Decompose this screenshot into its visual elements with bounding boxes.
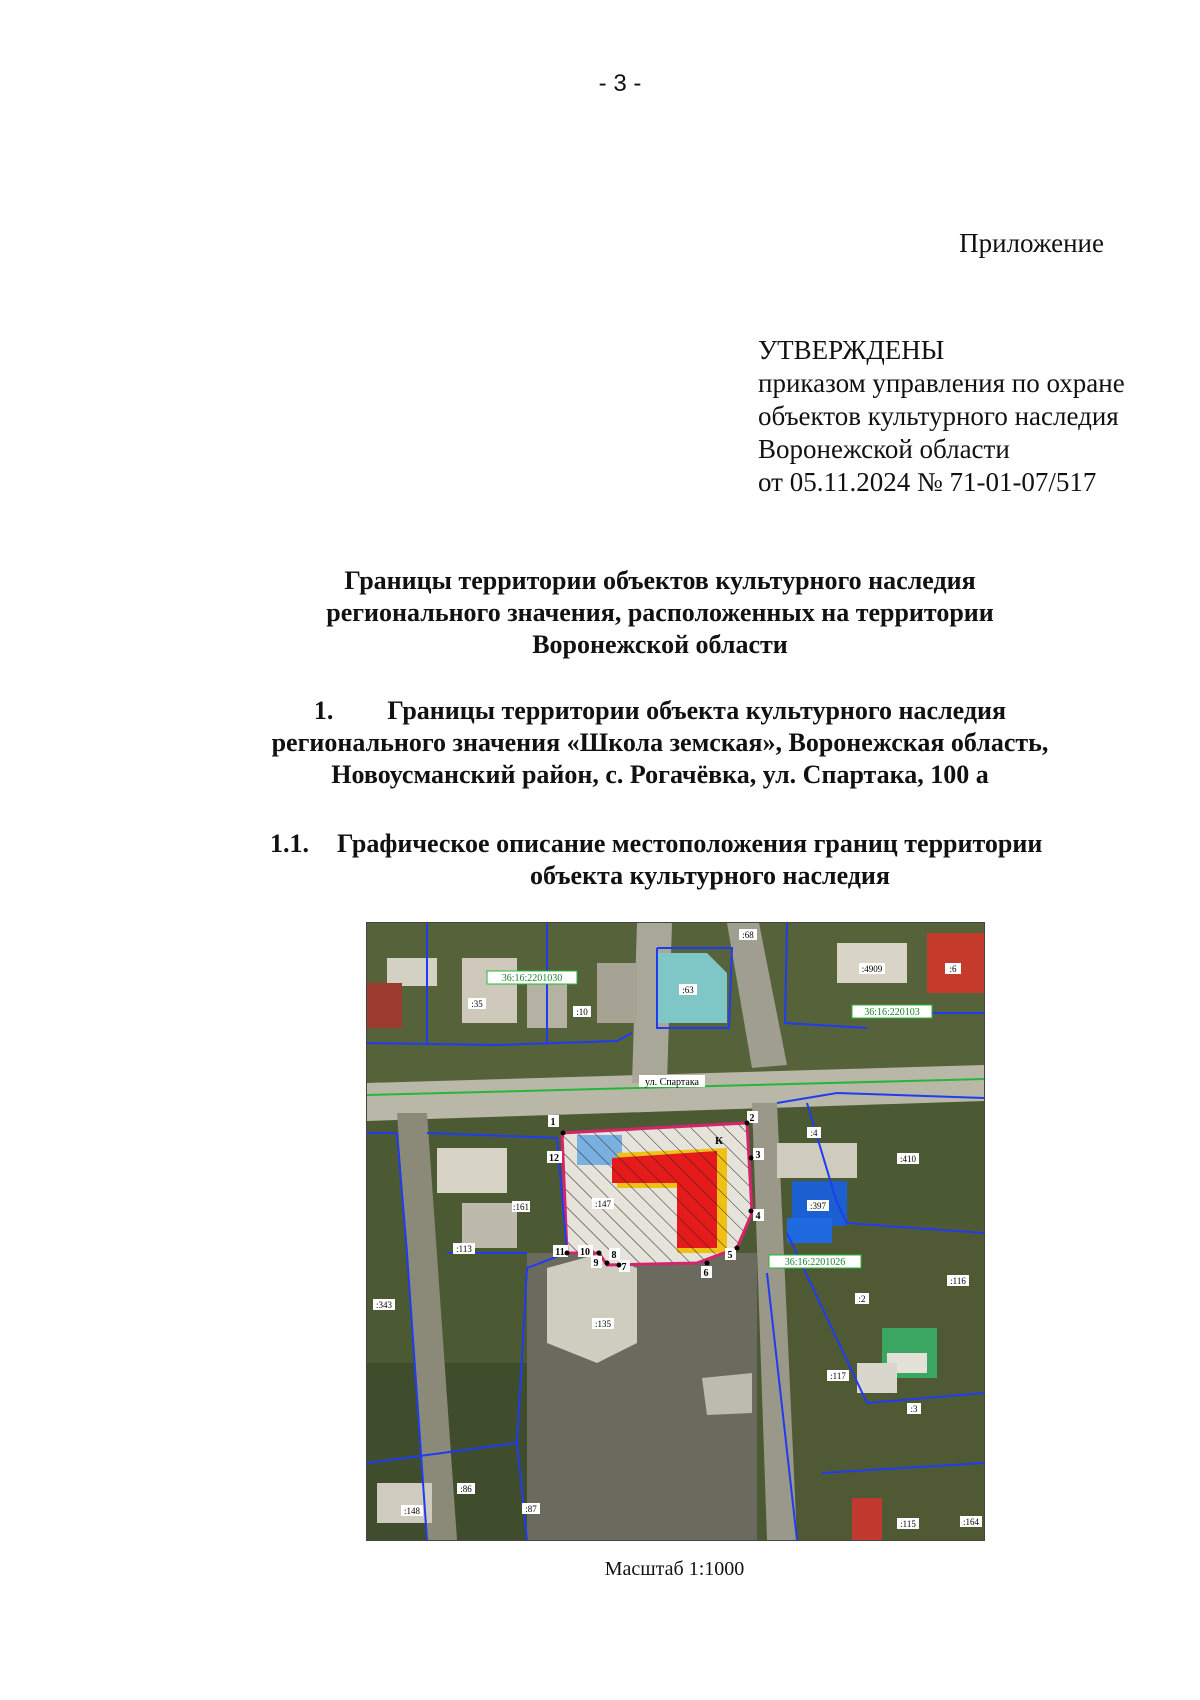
svg-text:1: 1 xyxy=(550,1117,556,1128)
section-1-line-2: регионального значения «Школа земская», Воронежская область, xyxy=(271,728,1049,757)
svg-text::164: :164 xyxy=(962,1517,980,1527)
building xyxy=(387,958,437,986)
svg-text::87: :87 xyxy=(525,1504,537,1514)
svg-text::410: :410 xyxy=(899,1154,917,1164)
marker-k: К xyxy=(715,1135,723,1147)
approval-line-4: Воронежской области xyxy=(758,434,1010,464)
building xyxy=(702,1373,752,1415)
svg-text::147: :147 xyxy=(594,1199,612,1209)
building xyxy=(597,963,637,1023)
approval-block xyxy=(758,334,1125,499)
svg-text:3: 3 xyxy=(755,1150,761,1161)
svg-text::63: :63 xyxy=(682,985,694,995)
building xyxy=(462,1203,517,1248)
title-line-2: регионального значения, расположенных на территории xyxy=(326,598,994,627)
svg-text:9: 9 xyxy=(593,1258,599,1269)
approval-line-2: приказом управления по охране xyxy=(758,368,1125,398)
svg-text::397: :397 xyxy=(809,1201,827,1211)
svg-text::343: :343 xyxy=(375,1300,393,1310)
svg-text:4: 4 xyxy=(755,1211,761,1222)
section-1-1-line-2: объекта культурного наследия xyxy=(530,861,890,890)
svg-text::10: :10 xyxy=(576,1007,588,1017)
section-1-number: 1. xyxy=(313,696,334,725)
building xyxy=(437,1148,507,1193)
svg-text:36:16:2201030: 36:16:2201030 xyxy=(501,973,563,984)
svg-text:7: 7 xyxy=(621,1262,627,1273)
svg-text::4909: :4909 xyxy=(861,964,883,974)
quarter-label-2 xyxy=(852,1005,932,1018)
approval-line-5: от 05.11.2024 № 71-01-07/517 xyxy=(758,467,1097,497)
svg-text::113: :113 xyxy=(456,1244,472,1254)
svg-text::4: :4 xyxy=(810,1128,818,1138)
svg-text:36:16:220103: 36:16:220103 xyxy=(864,1007,920,1018)
svg-text::117: :117 xyxy=(830,1371,846,1381)
svg-text::3: :3 xyxy=(910,1404,918,1414)
section-1-1-line-1: Графическое описание местоположения границ территории xyxy=(337,829,1043,858)
svg-text:12: 12 xyxy=(549,1153,559,1164)
approval-line-1: УТВЕРЖДЕНЫ xyxy=(758,335,945,365)
approval-line-3: объектов культурного наследия xyxy=(758,401,1119,431)
svg-text::2: :2 xyxy=(858,1294,866,1304)
map-svg xyxy=(367,923,984,1540)
svg-text::35: :35 xyxy=(471,999,483,1009)
svg-text::6: :6 xyxy=(949,964,957,974)
svg-text:10: 10 xyxy=(580,1247,590,1258)
street-label: ул. Спартака xyxy=(645,1077,699,1088)
title-line-3: Воронежской области xyxy=(532,630,788,659)
svg-text:6: 6 xyxy=(703,1268,709,1279)
quarter-label-3 xyxy=(769,1255,861,1268)
svg-text::148: :148 xyxy=(403,1506,421,1516)
section-1-line-1: Границы территории объекта культурного наследия xyxy=(387,696,1007,725)
section-1-1-number: 1.1. xyxy=(270,829,309,858)
street-label-group xyxy=(639,1075,705,1088)
building xyxy=(777,1143,857,1178)
section-1-1-heading xyxy=(270,828,1150,892)
svg-text:11: 11 xyxy=(555,1247,565,1258)
quarter-label-1 xyxy=(487,971,577,984)
section-1-line-3: Новоусманский район, с. Рогачёвка, ул. Спартака, 100 а xyxy=(331,760,989,789)
svg-text:8: 8 xyxy=(611,1250,617,1261)
building xyxy=(857,1363,897,1393)
page-number: - 3 - xyxy=(598,70,642,97)
svg-text::161: :161 xyxy=(512,1202,530,1212)
svg-text::86: :86 xyxy=(460,1484,472,1494)
document-title xyxy=(240,565,1080,661)
heritage-boundary xyxy=(562,1123,752,1265)
building xyxy=(367,983,402,1028)
building xyxy=(787,1218,832,1243)
building xyxy=(852,1498,882,1540)
svg-text:36:16:2201026: 36:16:2201026 xyxy=(784,1257,846,1268)
svg-text::115: :115 xyxy=(900,1519,916,1529)
svg-text:5: 5 xyxy=(727,1250,733,1261)
appendix-label: Приложение xyxy=(959,228,1104,258)
svg-text::68: :68 xyxy=(742,930,754,940)
building xyxy=(462,958,517,1023)
section-1-heading xyxy=(230,695,1090,791)
svg-text::116: :116 xyxy=(950,1276,966,1286)
svg-text::135: :135 xyxy=(594,1319,612,1329)
title-line-1: Границы территории объектов культурного наследия xyxy=(344,566,976,595)
scale-caption: Масштаб 1:1000 xyxy=(604,1558,745,1580)
satellite-map xyxy=(366,922,985,1541)
svg-text:2: 2 xyxy=(749,1113,755,1124)
